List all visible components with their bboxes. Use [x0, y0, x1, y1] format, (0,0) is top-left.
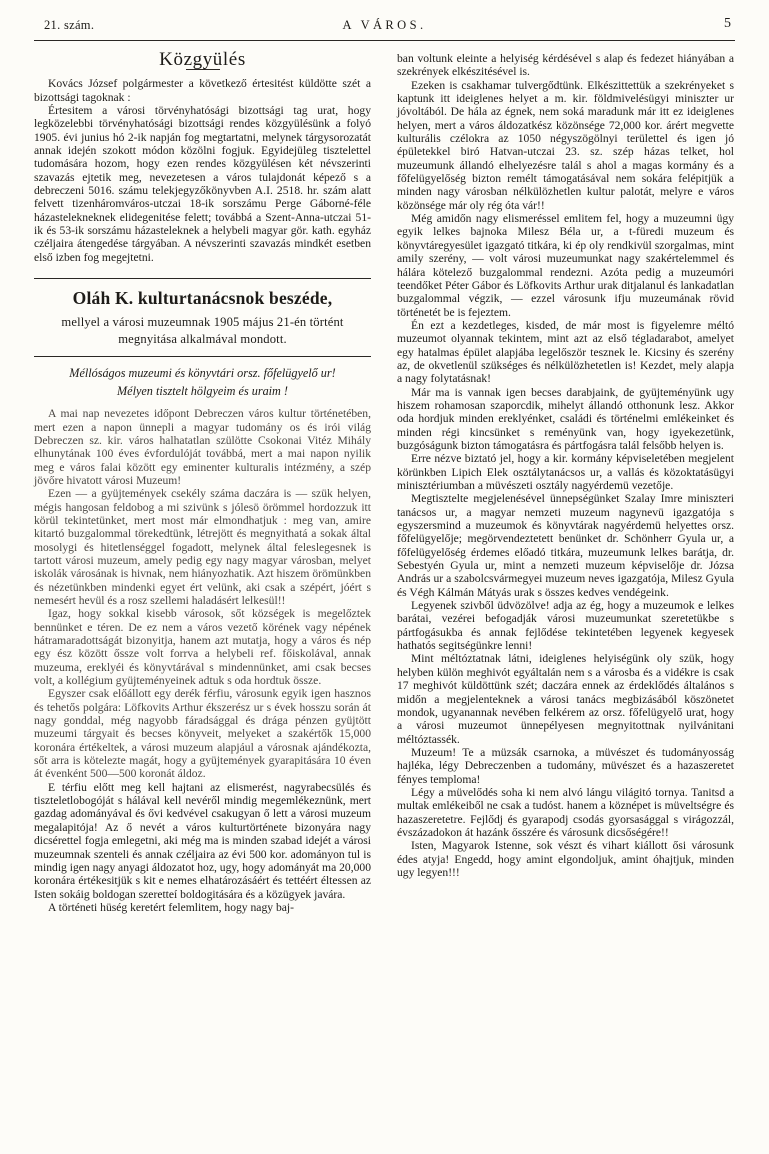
paragraph: Ezen — a gyüjtemények csekély száma daczára is — szük helyen, mégis hangosan feldobog a mi szivünk s jólesö örömmel hordozzuk itt körül tekintetünket, mert most már elmondhatjuk : meg van, amire kitartó buzgalommal törekedtünk, létrejött és megnyithatá a sokak által mosolygi és hitetlenséggel fogadott, melynek által feleslegesnek is tartott városi muzeum, amely pedig egy nagy magyar városban, melyet iskolák városának is hivnak, nem hiányozhatik. Azt hiszem örömünkben és nézetünkben mindenki egyet ért velünk, aki csak a szépért, jóért s nemesért hevül és a rosz szellemi haladásért lelkesül!! — [34, 487, 371, 607]
paragraph: A történeti hüség keretért felemlitem, hogy nagy baj- — [48, 900, 294, 914]
left-column — [34, 51, 371, 1129]
speech-subtitle-line-1: mellyel a városi muzeumnak 1905 május 21-én történt — [61, 315, 344, 330]
issue-number: 21. szám. — [44, 18, 95, 32]
paragraph: Egyszer csak előállott egy derék férfiu, városunk egyik igen hasznos és tehetős polgára: Löfkovits Arthur ékszerész ur s évek hosszu során át nagy gonddal, még nagyobb fáradsággal és drága pénzen gyüjtött muzeumi tárgyait és becses könyveit, melyeket a szakértők 15,000 koronára értékeltek, a városi muzeum alapjául a városnak ajándékozta, sőt arra is kötelezte magát, hogy a gyüjtemények gyarapitására 10 éven át évenként 500—500 koronát áldoz. — [34, 687, 371, 781]
paragraph: Mint méltóztatnak látni, ideiglenes helyiségünk oly szük, hogy helyben külön meghivót egyáltalán nem s a városba és a vidékre is csak 17 meghivót küldöttünk szét; daczára ennek az érdeklődés általános s midőn a megjelenteknek a városi tanács megbizásából köszönetet mondok, ugyanannak nevében felkérem az orsz. főfelügyelő urat, hogy a városi muzeumot ünnepélyesen megnyitottnak nyilvánitani méltóztassék. — [397, 652, 734, 746]
paragraph: Isten, Magyarok Istenne, sok vészt és vihart kiállott ősi városunk édes atyja! Engedd, hogy amint elgondoljuk, amint óhajtjuk, minden ugy legyen!!! — [397, 839, 734, 879]
divider-rule-bottom — [34, 356, 371, 357]
two-column-body — [34, 51, 735, 1129]
paragraph: Ezeken is csakhamar tulvergődtünk. Elkészittettük a szekrényeket s kaptunk itt ideiglenes helyet a m. kir. földmivelésügyi miniszter ur jóvoltából. De hála az égnek, nem soká maradunk már itt ez ideiglenes helyen, mert a város áldozatkész közönsége 72,000 kor. árért megvette kulturális czélokra az 1050 négyszögölnyi területtel és igen jó épületekkel biró Hatvan-utczai 23. sz. szép házas telket, hol muzeumunk állandó elhelyezésre talál s ahol a magas kormány és a főfelügyelőség bizton remélt támogatásával nem sokára felépitjük a minden nagy városban nélkülözhetlen kultur palotát, melyre e város közönsége már oly rég óta vár!! — [397, 78, 734, 212]
paragraph: Muzeum! Te a müzsák csarnoka, a müvészet és tudományosság hajléka, légy Debreczenben a tudomány, müvészet és a hazaszeretet fényes temploma! — [397, 745, 734, 786]
divider-rule-top — [34, 278, 371, 279]
page-content — [34, 18, 735, 1136]
paragraph: Igaz, hogy sokkal kisebb városok, sőt községek is megelőztek bennünket e téren. De ez nem a város vezető körének vagy népének hátramaradottságát bizonyitja, hanem azt mutatja, hogy a város és nép egy ész között őssze volt forrva a helybeli ref. főiskolával, annak muzeuma, ereklyéi és könyvtárával s mindennünket, ami csak becses volt, a kollégium gyüjteményeinek adtuk s oda hordtuk össze. — [34, 607, 371, 688]
paragraph: Értesitem a városi törvényhatósági bizottsági tag urat, hogy legközelebbi törvényhatósági bizottsági rendes közgyülésünk a folyó 1905. évi junius hó 2-ik napján fog megtartatni, melynek tárgysorozatát annak idején szokott módon közölni fogjuk. Egyidejüleg tisztelettel tudomására hozom, hogy ezen rendes közgyülésen két névszerinti szavazás ejtetik meg, nevezetesen a város tulajdonát képező s a debreczeni 5016. számu telekjegyzőkönyvben A.I. 2518. hr. szám alatt felvett tizenháromváros-utczai 18-ik sorszámu Perge Gáborné-féle házastelekneknek elidegenitése felett; továbbá a Szent-Anna-utczai 51-ik és 53-ik sorszámu házasteleknek a helybeli magyar gör. kath. egyház czéljaira átengedése tárgyában. A névszerinti szavazás mindkét esetben első izben fog megejtetni. — [34, 104, 371, 264]
paragraph: Még amidőn nagy elismeréssel emlitem fel, hogy a muzeumni ügy egyik lelkes bajnoka Milesz Béla ur, a t-füredi muzeum és könyvtáregyesület igazgató titkára, ki ép oly rendkivül szorgalmas, mint amily szerény, — volt városi muzeumunkat nagy szakértelemmel és hálára kötelező buzgalommal rendezni. Azóta pedig a muzeumóri teendőket Péter Gábor és Löfkovits Arthur urak ditjalanul és lankadatlan buzgalommal végzik, — ezzel városunk ifju muzeumának rövid történetét be is fejeztem. — [397, 212, 734, 319]
paragraph: A mai nap nevezetes időpont Debreczen város kultur történetében, mert ezen a napon ünnepli a magyar tudomány os és irói világ Debreczen sz. kir. város halhatatlan szülötte Csokonai Vitéz Mihály elhunytának 100 éves évfordulóját továbbá, mert a mai napon nyilik meg e város falai között egy eminenter kulturalis intézmény, a szép jövőre hivatott városi Muzeum! — [34, 407, 371, 487]
paper-title: A VÁROS. — [342, 18, 427, 32]
paragraph: Én ezt a kezdetleges, kisded, de már most is figyelemre méltó muzeumot olyannak tekintem, mint azt az első tégladarabot, amelyet egy hatalmas épület alapjába legelőször tesznek le. Kicsiny és szerény az, de okvetlenül szükséges és nélkülözhetetlen is! Kezdet, mely alapja a nagy folytatásnak! — [397, 318, 734, 386]
speech-subtitle-line-2: megnyitása alkalmával mondott. — [118, 331, 287, 346]
paragraph: Megtisztelte megjelenésével ünnepségünket Szalay Imre miniszteri tanácsos ur, a magyar nemzeti muzeum nagynevü igazgatója s egyszersmind a muzeumok és könyvtárak nagyérdemü helyettes orsz. főfelügyelője; megörvendeztetett benünket dr. Schönherr Gyula ur, a főfelügyelőség érdemes előadó titkára, muzeumunk lelkes barátja, dr. Sebestyén Gyula ur, mint a nemzeti muzeum képviselője dr. Józsa András ur a szabolcsvármegyei muzeum neves igazgatója, Milesz Gyula és Végh Kálmán Mátyás urak s összes kedves vendégeink. — [397, 492, 734, 599]
speech-header — [34, 278, 371, 357]
column-divider — [383, 53, 384, 1127]
page-number: 5 — [724, 16, 731, 31]
paragraph: Erre nézve biztató jel, hogy a kir. kormány képviseletében megjelent körünkben Lipich Elek osztálytanácsos ur, a vallás és közoktatásügyi minisztériumban a müvészeti osztály nagyérdemü vezetője. — [397, 452, 734, 492]
salutation-line-1: Méllóságos muzeumi és könyvtári orsz. főfelügyelő ur! — [69, 366, 336, 381]
paragraph: E térfiu előtt meg kell hajtani az elismerést, nagyrabecsülés és tiszteletlobogóját s hálával kell nevéről mindig megemlékeznünk, mert gazdag adományával és ővi kedvével csakugyan ő lett a városi muzeum megalapitója! Az ő nevét a város kulturtörténete bizonyára nagy dicsérettel fogja emlegetni, aki még ma is minden szabad idejét a városi muzeumnak szenteli és annak czéljaira az évi 500 kor. adományon tul is mindig igen nagy anyagi áldozatot hoz, ugy, hogy adományát ma 20,000 koronára értékesitjük s kit e nemes elhatározásáért és tettéért éltessen az Isten sokáig boldogan szeretteí boldogitására és a közügyek javára. — [34, 780, 371, 901]
paragraph: Légy a müvelődés soha ki nem alvó lángu világitó tornya. Tanitsd a multak emlékeiből ne csak a tudóst. hanem a köznépet is müveltségre és hazaszeretetre. Fejlődj és gyarapodj csodás gyorsasággal s virágozzál, évszázadokon át hazánk ősszére és városunk dicsőségére!! — [397, 785, 734, 839]
running-head — [34, 18, 735, 41]
section-heading-kozgyules: Közgyülés — [34, 53, 371, 70]
paragraph: Legyenek szivből üdvözölve! adja az ég, hogy a muzeumok e lelkes barátai, vezérei befogadják városi muzeumunkat szeretetükbe s pártfogásukba és annak fejlődése tekintetében legyenek kegyesek hathatós segitségünkre lenni! — [397, 599, 734, 653]
right-column — [397, 51, 734, 1129]
salutation-line-2: Mélyen tisztelt hölgyeim és uraim ! — [117, 384, 288, 399]
paragraph: ban voltunk eleinte a helyiség kérdésével s alap és fedezet hiányában a szekrények elkészitésével is. — [397, 52, 734, 79]
paragraph: Kovács József polgármester a következő értesitést küldötte szét a bizottsági tagoknak : — [34, 77, 371, 104]
paragraph: Már ma is vannak igen becses darabjaink, de gyüjteményünk ugy hiszem rohamosan szaporcdik, mihelyt állandó otthonunk lesz. Akkor oda hordjuk minden ereklyénket, családi és történelmi emlékeinket és minden régi kincsünket s reményünk van, hogy igyekezetünk, buzgóságunk bizton támogatásra és pártfogásra talál felsőbb helyen is. — [397, 385, 734, 452]
speech-title: Oláh K. kulturtanácsnok beszéde, — [72, 288, 333, 309]
